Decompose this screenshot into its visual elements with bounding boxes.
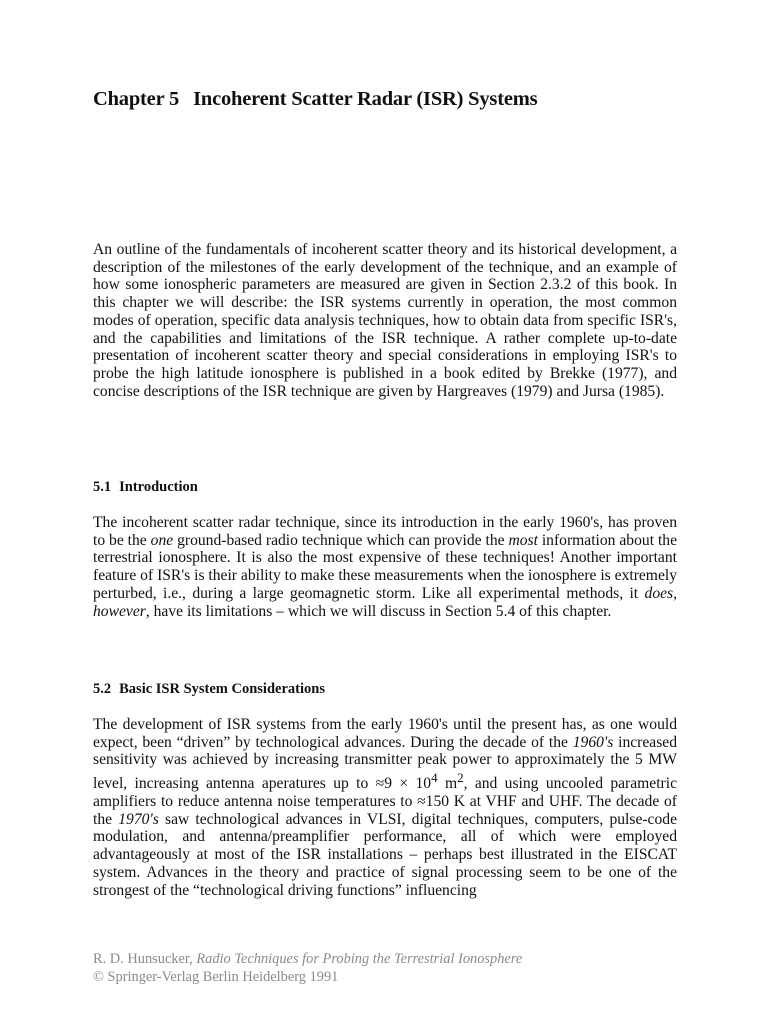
text-run: m [437, 775, 458, 793]
emphasis-text: does, however [93, 584, 677, 620]
superscript: 4 [431, 770, 438, 786]
footer-citation [93, 950, 522, 968]
section-title: Introduction [119, 479, 198, 495]
emphasis-text: one [150, 531, 174, 549]
text-run: , and using uncooled parametric amplifiers to reduce antenna noise temperatures to ≈150 K at VHF and UHF. The decade of the [93, 775, 677, 828]
emphasis-text: most [508, 531, 538, 549]
superscript: 2 [457, 770, 464, 786]
text-run: , have its limitations – which we will discuss in Section 5.4 of this chapter. [145, 602, 612, 620]
chapter-title [93, 88, 537, 111]
emphasis-text: 1960's [572, 733, 614, 751]
section-5-1-paragraph [93, 514, 677, 620]
text-run: The development of ISR systems from the early 1960's until the present has, as one would expect, been “driven” by technological advances. During the decade of the [93, 716, 677, 751]
footer-copyright: © Springer-Verlag Berlin Heidelberg 1991 [93, 969, 339, 985]
footer-author: R. D. Hunsucker, [93, 951, 197, 967]
footer-book-title: Radio Techniques for Probing the Terrestrial Ionosphere [196, 951, 523, 967]
chapter-label: Chapter 5 [93, 88, 180, 110]
section-5-1-heading [93, 479, 198, 496]
page-footer [93, 950, 522, 986]
chapter-intro-paragraph: An outline of the fundamentals of incoherent scatter theory and its historical development, a description of the milestones of the early development of the technique, and an example of how some ionospheric parameters are measured are given in Section 2.3.2 of this book. In this chapter we will describe: the ISR systems currently in operation, the most common modes of operation, specific data analysis techniques, how to obtain data from specific ISR's, and the capabilities and limitations of the ISR technique. A rather complete up-to-date presentation of incoherent scatter theory and special considerations in employing ISR's to probe the high latitude ionosphere is published in a book edited by Brekke (1977), and concise descriptions of the ISR technique are given by Hargreaves (1979) and Jursa (1985). [93, 241, 677, 400]
section-5-2-heading [93, 681, 325, 698]
text-run: The incoherent scatter radar technique, since its introduction in the early 1960's, has proven to be the [93, 514, 677, 549]
section-5-2-paragraph [93, 716, 677, 899]
chapter-name: Incoherent Scatter Radar (ISR) Systems [193, 88, 538, 110]
text-run: increased sensitivity was achieved by increasing transmitter peak power to approximately the 5 MW level, increasing antenna aperatures up to ≈9 × 10 [93, 733, 677, 793]
section-title: Basic ISR System Considerations [119, 681, 325, 697]
text-run: saw technological advances in VLSI, digital techniques, computers, pulse-code modulation, and antenna/preamplifier performance, all of which were employed advantageously at most of the ISR installations – perhaps best illustrated in the EISCAT system. Advances in the theory and practice of signal processing seem to be one of the strongest of the “technological driving functions” influencing [93, 810, 677, 899]
section-number: 5.1 [93, 479, 112, 495]
section-number: 5.2 [93, 681, 112, 697]
text-run: information about the terrestrial ionosphere. It is also the most expensive of these techniques! Another important feature of ISR's is their ability to make these measurements when the ionosphere is extremely perturbed, i.e., during a large geomagnetic storm. Like all experimental methods, it [93, 531, 678, 602]
text-run: ground-based radio technique which can provide the [173, 531, 509, 549]
emphasis-text: 1970's [118, 810, 159, 828]
